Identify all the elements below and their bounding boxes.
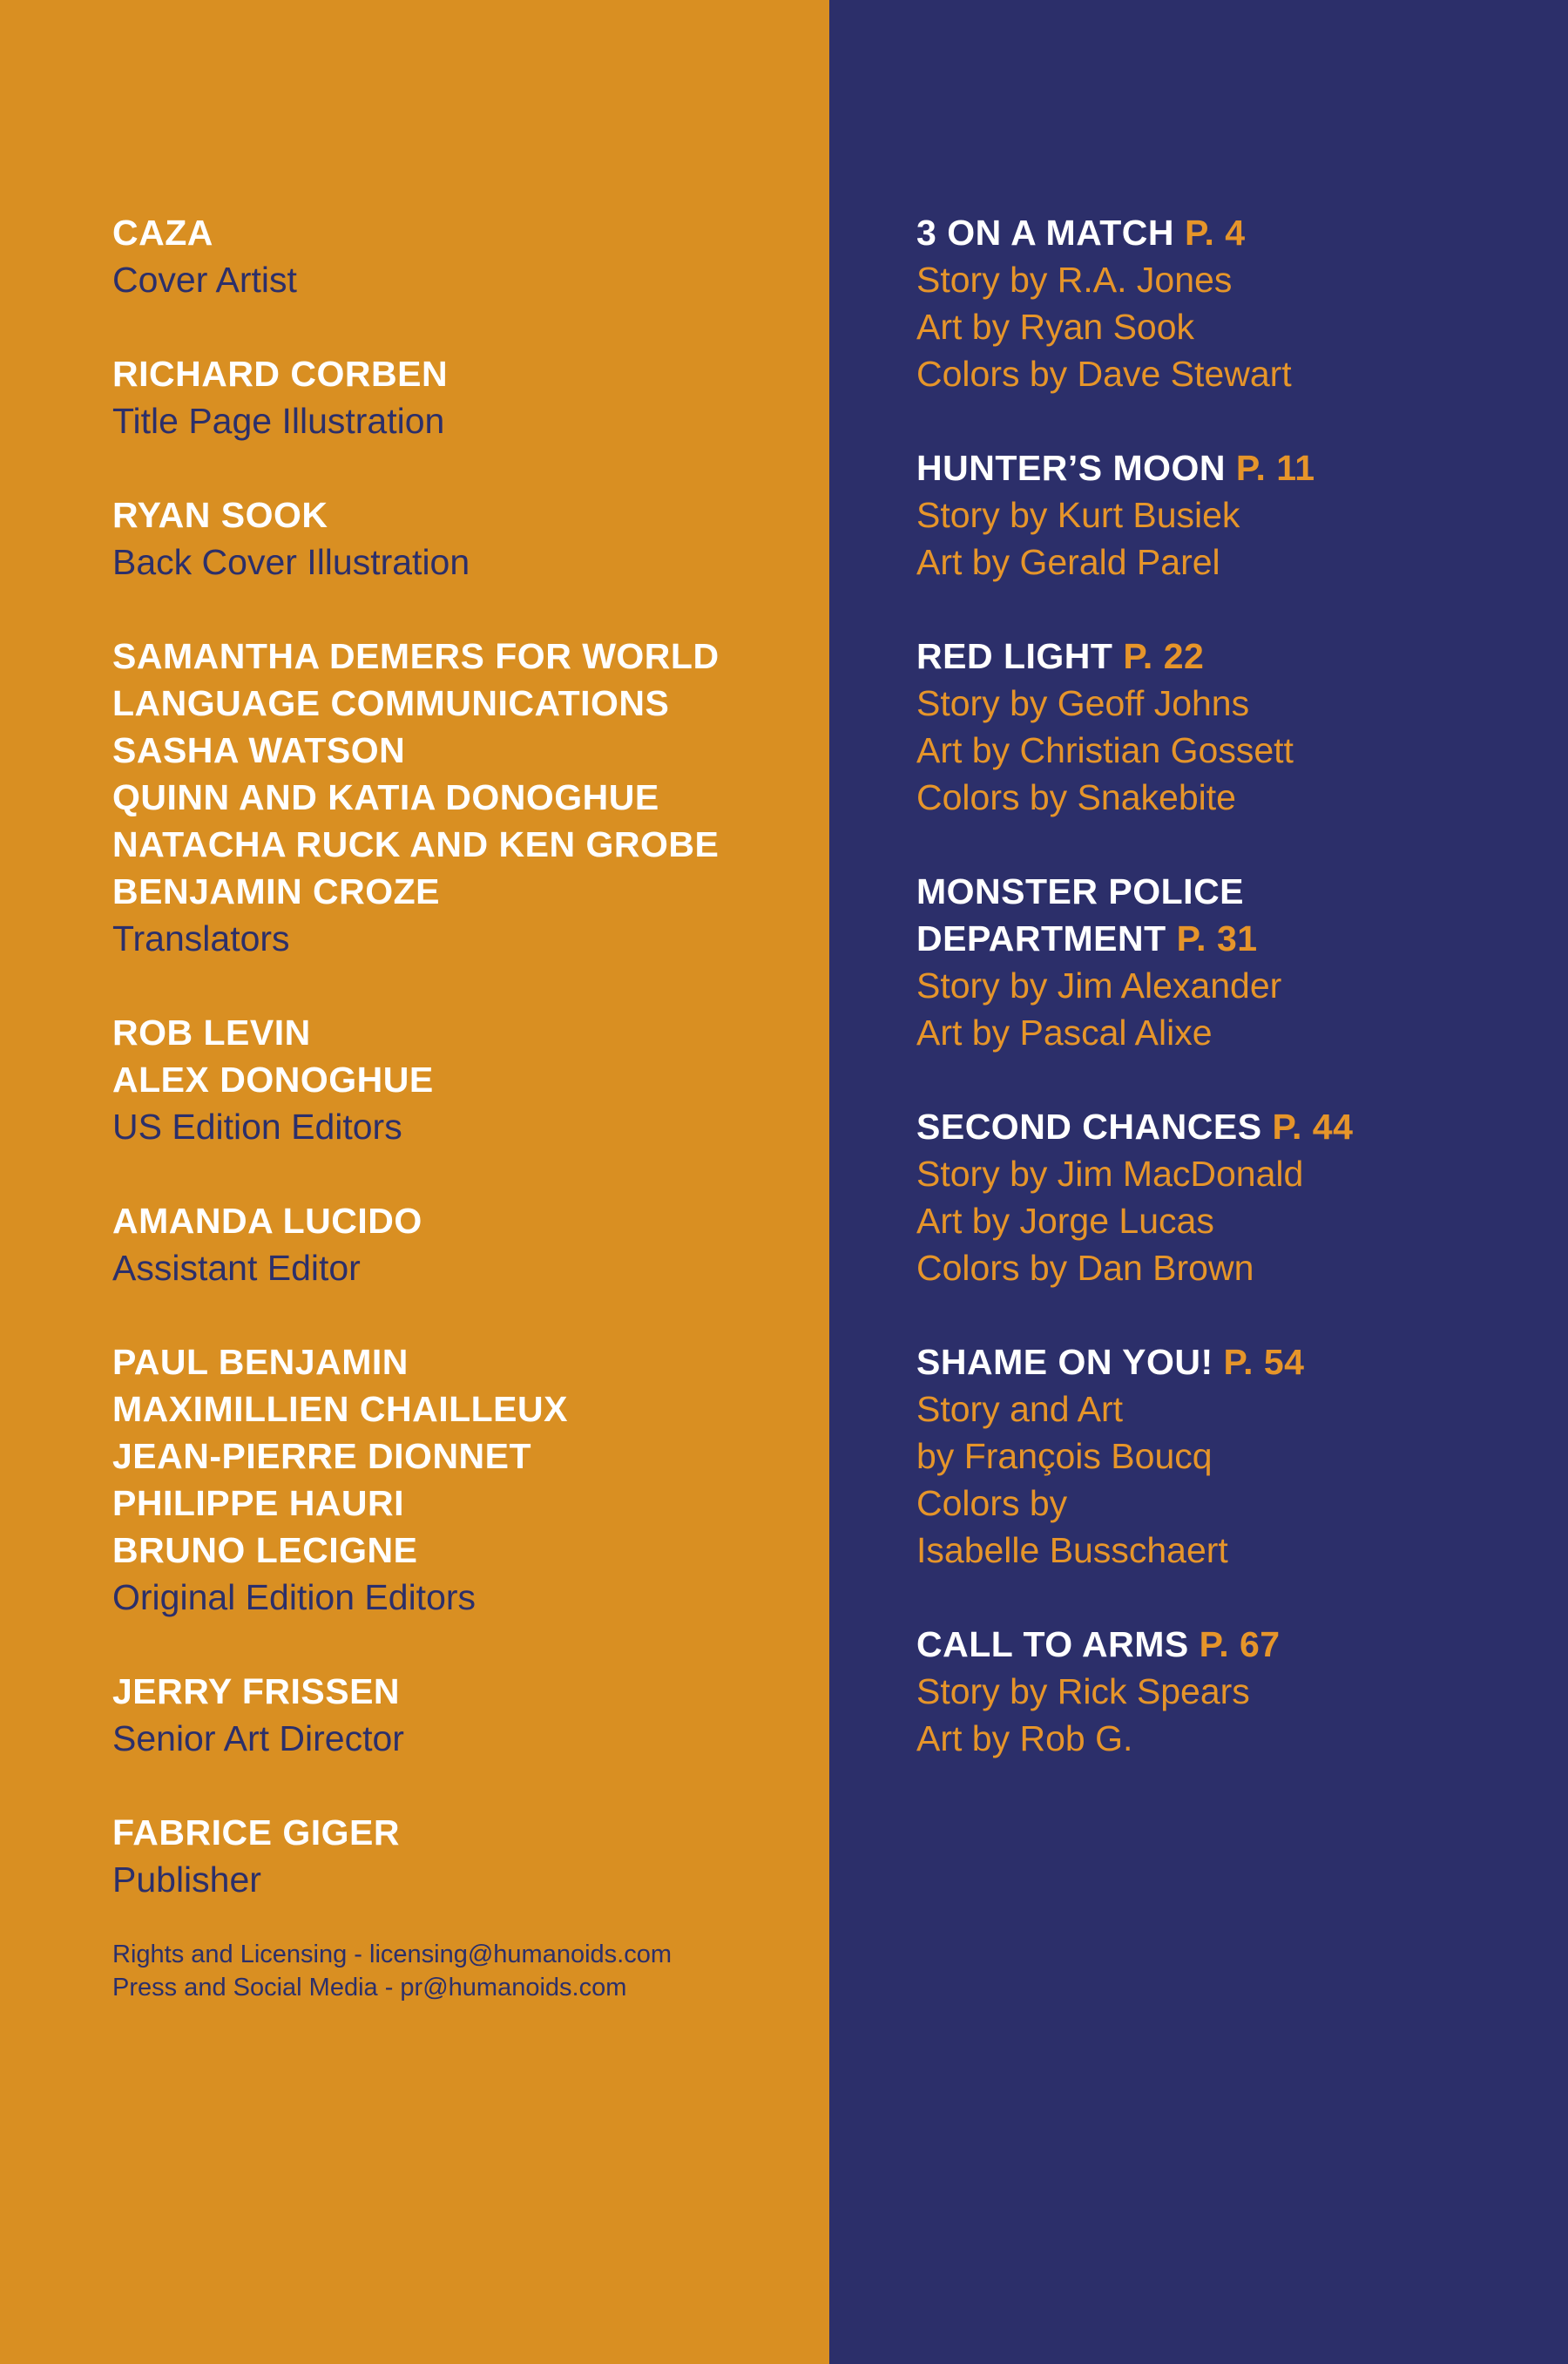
story-title [916, 1338, 1568, 1385]
credit-name: BENJAMIN CROZE [112, 871, 441, 911]
press-media-contact: Press and Social Media - pr@humanoids.com [112, 1974, 627, 2002]
story-entry [916, 1621, 1568, 1762]
story-title [916, 209, 1568, 256]
story-credit: Art by Pascal Alixe [916, 1013, 1213, 1053]
story-title-text: DEPARTMENT [916, 918, 1166, 958]
credit-name: RICHARD CORBEN [112, 354, 449, 394]
story-title [916, 1621, 1568, 1668]
story-credit: Art by Ryan Sook [916, 307, 1195, 347]
story-credit: Art by Jorge Lucas [916, 1201, 1214, 1241]
story-title-text: SHAME ON YOU! [916, 1342, 1213, 1382]
story-credit: Story by Geoff Johns [916, 683, 1250, 723]
story-page-ref: P. 31 [1176, 918, 1258, 958]
credit-name: NATACHA RUCK AND KEN GROBE [112, 824, 720, 864]
story-entry [916, 209, 1568, 397]
story-title-text: SECOND CHANCES [916, 1107, 1262, 1147]
story-entry [916, 1338, 1568, 1574]
credit-block [112, 350, 829, 444]
credit-role: Assistant Editor [112, 1248, 361, 1288]
credit-role: Cover Artist [112, 260, 297, 300]
table-of-contents-panel [829, 0, 1568, 2364]
story-credit: Colors by Snakebite [916, 777, 1236, 817]
story-credit: Art by Gerald Parel [916, 542, 1220, 582]
credit-name: BRUNO LECIGNE [112, 1530, 418, 1570]
credit-block [112, 633, 829, 962]
credit-name: RYAN SOOK [112, 495, 328, 535]
credit-block [112, 1009, 829, 1150]
story-title-text: RED LIGHT [916, 636, 1113, 676]
story-credit: Art by Rob G. [916, 1718, 1133, 1758]
story-page-ref: P. 22 [1123, 636, 1205, 676]
story-credit: Colors by Dave Stewart [916, 354, 1292, 394]
credit-role: US Edition Editors [112, 1107, 402, 1147]
story-credit: Story by R.A. Jones [916, 260, 1233, 300]
story-credit: Isabelle Busschaert [916, 1530, 1228, 1570]
story-entry [916, 1103, 1568, 1291]
credit-block [112, 1197, 829, 1291]
story-title [916, 1103, 1568, 1150]
story-credit: Art by Christian Gossett [916, 730, 1294, 770]
story-entry [916, 633, 1568, 821]
story-credit: Story by Rick Spears [916, 1671, 1250, 1711]
credit-block [112, 1668, 829, 1762]
story-title: MONSTER POLICE [916, 871, 1245, 911]
credit-name: PAUL BENJAMIN [112, 1342, 409, 1382]
credit-name: FABRICE GIGER [112, 1812, 400, 1853]
story-page-ref: P. 4 [1184, 213, 1246, 253]
story-title-text: 3 ON A MATCH [916, 213, 1175, 253]
rights-licensing-contact: Rights and Licensing - licensing@humanoids.com [112, 1941, 672, 1968]
story-entry [916, 444, 1568, 586]
story-credit: Story and Art [916, 1389, 1124, 1429]
credit-name: ALEX DONOGHUE [112, 1060, 434, 1100]
credit-name: MAXIMILLIEN CHAILLEUX [112, 1389, 568, 1429]
credit-role: Title Page Illustration [112, 401, 445, 441]
story-credit: Story by Jim MacDonald [916, 1154, 1304, 1194]
credit-name: JERRY FRISSEN [112, 1671, 401, 1711]
story-title-text: HUNTER’S MOON [916, 448, 1226, 488]
credit-name: SASHA WATSON [112, 730, 406, 770]
story-credit: Colors by Dan Brown [916, 1248, 1254, 1288]
story-credit: Story by Kurt Busiek [916, 495, 1240, 535]
story-title-text: CALL TO ARMS [916, 1624, 1189, 1664]
credit-block [112, 491, 829, 586]
credit-name: JEAN-PIERRE DIONNET [112, 1436, 532, 1476]
credit-name: SAMANTHA DEMERS FOR WORLD [112, 636, 720, 676]
credit-name: QUINN AND KATIA DONOGHUE [112, 777, 659, 817]
story-page-ref: P. 44 [1272, 1107, 1354, 1147]
credit-role: Senior Art Director [112, 1718, 404, 1758]
credit-role: Back Cover Illustration [112, 542, 470, 582]
story-title [916, 633, 1568, 680]
story-entry [916, 868, 1568, 1056]
story-credit: Colors by [916, 1483, 1068, 1523]
credit-name: LANGUAGE COMMUNICATIONS [112, 683, 670, 723]
credit-block [112, 1809, 829, 1903]
credit-role: Publisher [112, 1859, 261, 1900]
credit-name: ROB LEVIN [112, 1013, 311, 1053]
story-credit: Story by Jim Alexander [916, 965, 1282, 1006]
credit-name: AMANDA LUCIDO [112, 1201, 422, 1241]
contact-footer [112, 1938, 829, 2004]
story-page-ref: P. 11 [1235, 448, 1315, 488]
credit-role: Translators [112, 918, 290, 958]
story-page-ref: P. 54 [1223, 1342, 1305, 1382]
credit-role: Original Edition Editors [112, 1577, 476, 1617]
story-page-ref: P. 67 [1199, 1624, 1281, 1664]
credit-name: PHILIPPE HAURI [112, 1483, 405, 1523]
credit-block [112, 1338, 829, 1621]
story-credit: by François Boucq [916, 1436, 1213, 1476]
story-title [916, 915, 1568, 962]
credit-block [112, 209, 829, 303]
credit-name: CAZA [112, 213, 213, 253]
story-title [916, 444, 1568, 491]
